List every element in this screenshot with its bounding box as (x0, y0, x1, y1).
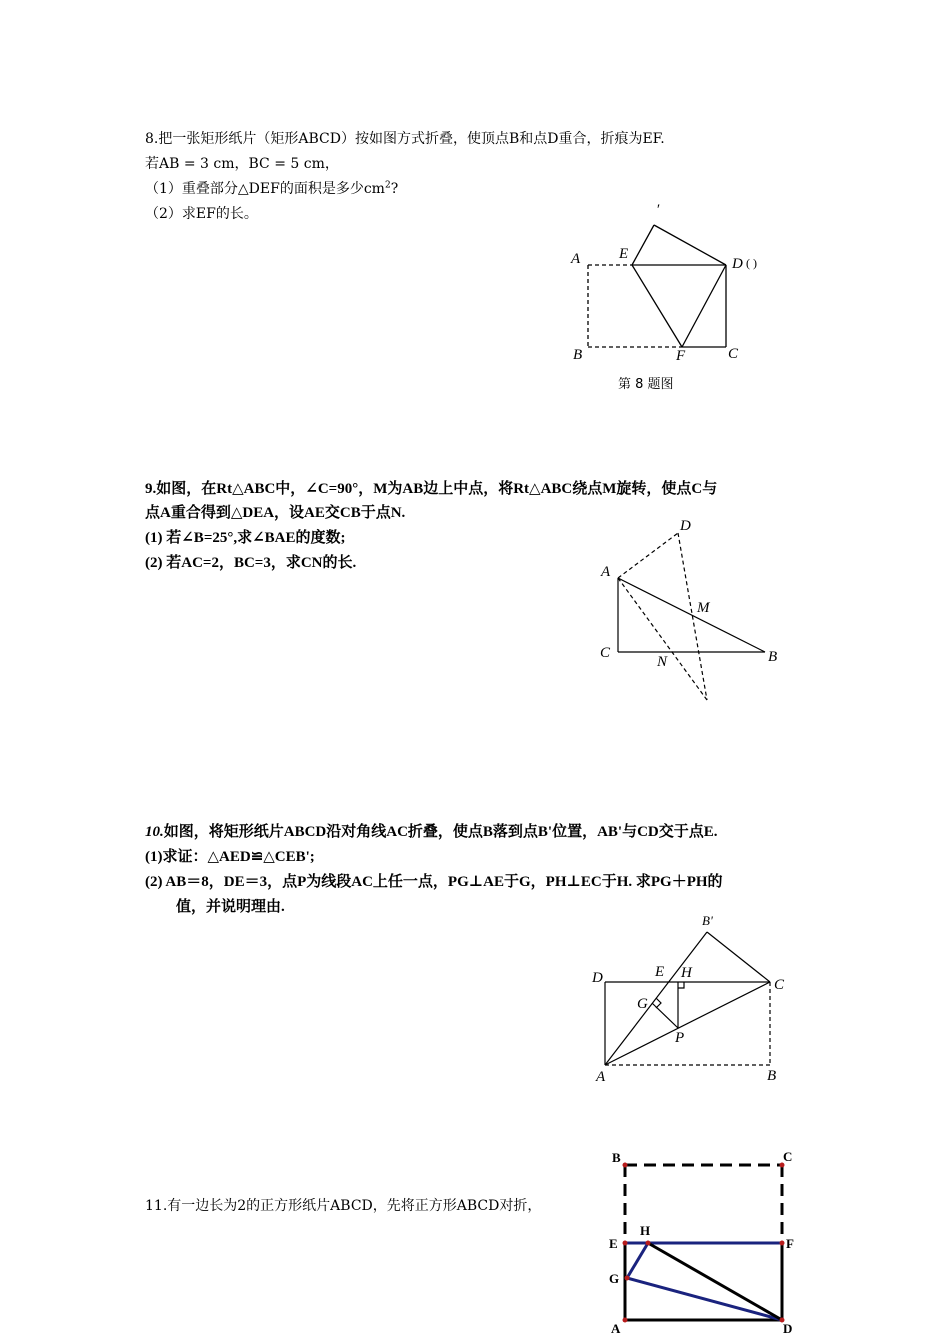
q9-label-A: A (601, 564, 611, 580)
q8-label-top: ′ (656, 202, 660, 218)
q8-label-F: F (676, 348, 686, 364)
q11-label-C: C (783, 1149, 793, 1164)
q10-label-G: G (637, 996, 648, 1012)
q9-label-N: N (657, 654, 668, 670)
q11-label-D: D (783, 1321, 793, 1336)
q9-label-B: B (768, 649, 778, 665)
q11-line1: 11.有一边长为2的正方形纸片ABCD，先将正方形ABCD对折， (145, 1198, 542, 1214)
q10-label-H: H (681, 965, 692, 981)
q8-line3-sup: 2 (384, 180, 391, 191)
q8-caption: 第 8 题图 (618, 377, 674, 392)
q11-label-H: H (640, 1223, 651, 1238)
q8-line3-post: ? (390, 181, 399, 197)
q11-label-B: B (612, 1150, 621, 1165)
q8-line1: 8.把一张矩形纸片（矩形ABCD）按如图方式折叠，使顶点B和点D重合，折痕为EF. (145, 131, 665, 147)
q10-label-Bprime: B' (702, 913, 713, 928)
q10-line4: 值，并说明理由. (176, 899, 285, 915)
q10-label-B: B (767, 1068, 777, 1084)
q8-label-B: B (573, 347, 583, 363)
q11-label-F: F (786, 1236, 794, 1251)
q8-label-D: D (732, 256, 743, 272)
q9-label-C: C (600, 645, 611, 661)
q8-line4: （2）求EF的长。 (145, 206, 258, 222)
q9-line3: (1) 若∠B=25°,求∠BAE的度数; (145, 530, 346, 546)
q10-number: 10. (145, 824, 164, 840)
q8-line3-text: （1）重叠部分△DEF的面积是多少cm (145, 181, 385, 197)
q10-line2: (1)求证：△AED≌△CEB'; (145, 849, 315, 865)
q10-label-E: E (655, 964, 665, 980)
q11-label-E: E (609, 1236, 618, 1251)
q10-line1-text: 如图，将矩形纸片ABCD沿对角线AC折叠，使点B落到点B'位置，AB'与CD交于点E. (163, 824, 718, 840)
q8-label-C: C (728, 346, 739, 362)
q10-label-D: D (592, 970, 603, 986)
q10-label-P: P (675, 1030, 685, 1046)
q9-label-M: M (697, 600, 710, 616)
q9-line2: 点A重合得到△DEA，设AE交CB于点N. (145, 505, 406, 521)
q9-line1: 9.如图，在Rt△ABC中，∠C=90°，M为AB边上中点，将Rt△ABC绕点M旋转，使点C与 (145, 481, 718, 497)
q11-label-A: A (611, 1321, 621, 1336)
q11-label-G: G (609, 1271, 620, 1286)
q9-label-D: D (680, 518, 691, 534)
q10-label-C: C (774, 977, 785, 993)
q8-line2: 若AB = 3 cm，BC = 5 cm， (145, 156, 339, 172)
q10-label-A: A (596, 1069, 606, 1085)
q9-line4: (2) 若AC=2，BC=3，求CN的长. (145, 555, 357, 571)
q8-label-A: A (571, 251, 581, 267)
q10-line3: (2) AB＝8，DE＝3，点P为线段AC上任一点，PG⊥AE于G，PH⊥EC于H. 求PG＋PH的 (145, 874, 723, 890)
q8-label-D-paren: ( ) (746, 256, 757, 270)
q8-label-E: E (619, 246, 629, 262)
